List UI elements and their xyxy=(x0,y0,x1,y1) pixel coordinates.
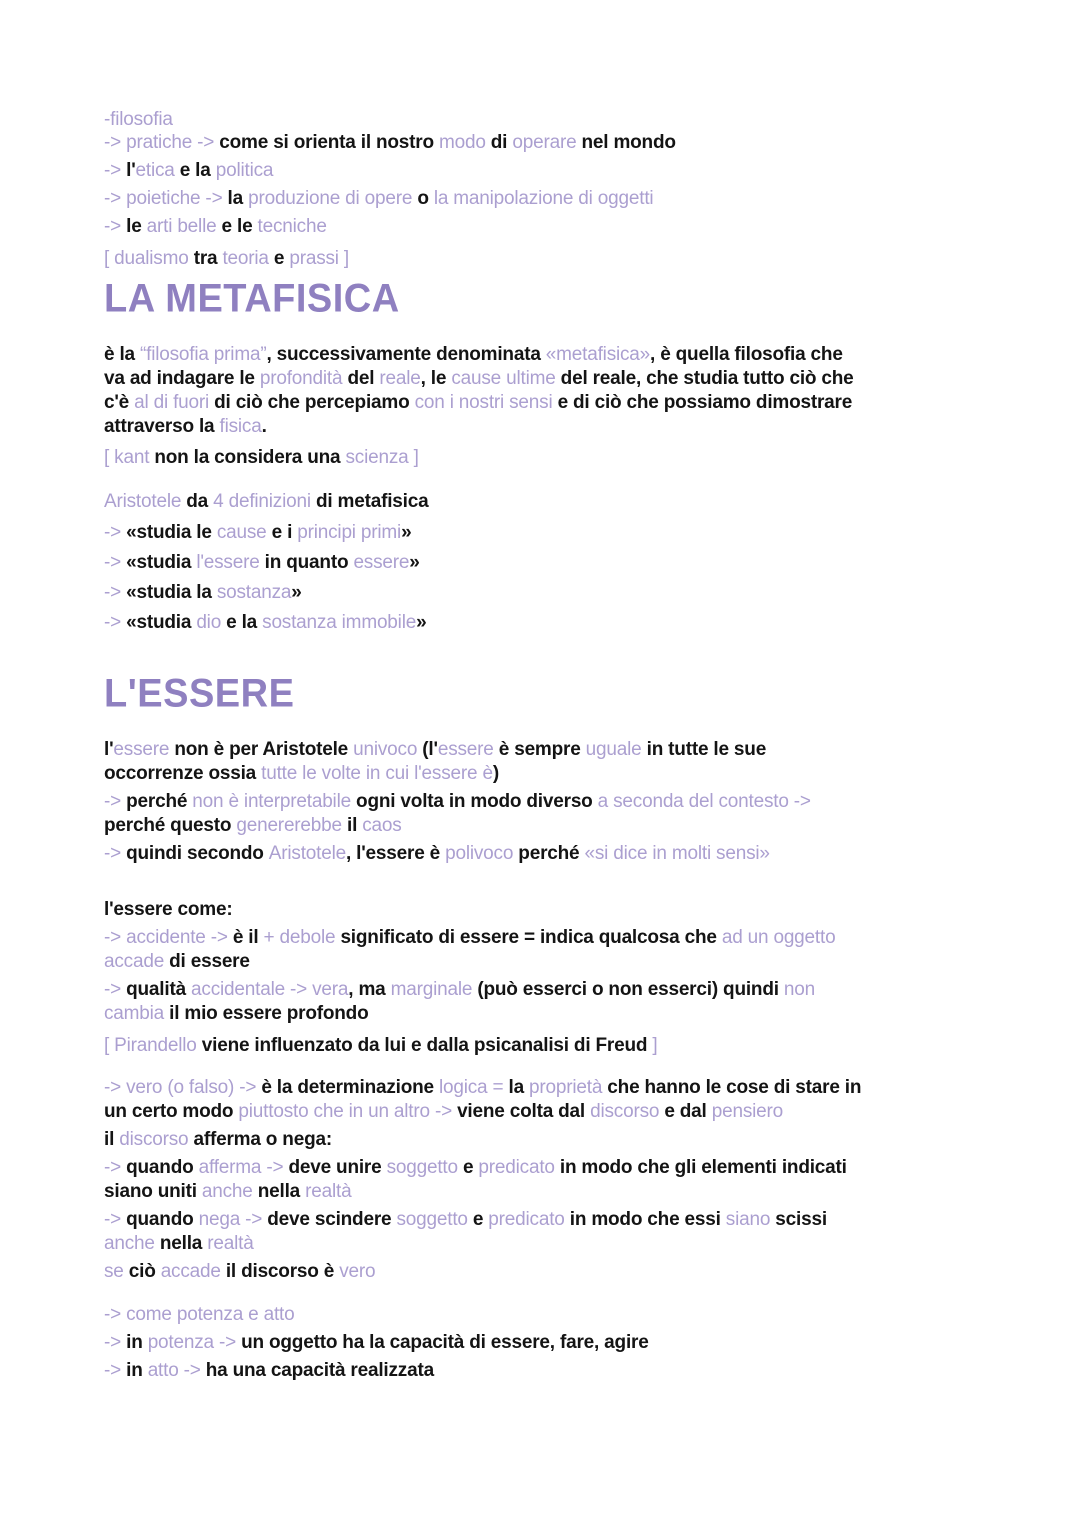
highlighted-text: accade xyxy=(160,1261,226,1282)
highlighted-text: pensiero xyxy=(711,1101,784,1122)
text: ogni volta in modo diverso xyxy=(356,791,598,812)
highlighted-text: operare xyxy=(512,132,582,153)
text: e xyxy=(273,248,290,269)
text: , ma xyxy=(348,979,391,1000)
note-line xyxy=(104,1208,827,1232)
highlighted-text: essere xyxy=(437,739,499,760)
highlighted-text: polivoco xyxy=(445,843,519,864)
note-line xyxy=(104,367,854,391)
note-line xyxy=(104,978,815,1002)
highlighted-text: fisica xyxy=(219,416,262,437)
note-line xyxy=(104,343,843,367)
text: e le xyxy=(221,216,258,237)
text: in tutte le sue xyxy=(646,739,767,760)
highlighted-text: -> xyxy=(104,1157,127,1178)
highlighted-text: «si dice in molti sensi» xyxy=(584,843,770,864)
text: non è per Aristotele xyxy=(174,739,354,760)
highlighted-text: produzione di opere xyxy=(248,188,418,209)
text: in modo che gli elementi indicati xyxy=(559,1157,847,1178)
highlighted-text: principi primi xyxy=(297,522,402,543)
text: afferma o nega: xyxy=(193,1129,332,1150)
highlighted-text: tecniche xyxy=(257,216,327,237)
text: la xyxy=(227,188,249,209)
text: viene influenzato da lui e dalla psicanalisi di Freud xyxy=(201,1035,653,1056)
highlighted-text: a seconda del contesto -> xyxy=(597,791,811,812)
note-line xyxy=(104,611,426,635)
highlighted-text: profondità xyxy=(259,368,348,389)
text: quindi secondo xyxy=(126,843,269,864)
text: ) xyxy=(492,763,499,784)
highlighted-text: anche xyxy=(201,1181,258,1202)
note-line xyxy=(104,1260,375,1284)
highlighted-text: soggetto xyxy=(396,1209,473,1230)
note-line xyxy=(104,159,273,183)
highlighted-text: -> poietiche -> xyxy=(104,188,228,209)
text: è la determinazione xyxy=(261,1077,439,1098)
text: e dal xyxy=(664,1101,712,1122)
note-line xyxy=(104,842,770,866)
highlighted-text: -> xyxy=(104,160,127,181)
highlighted-text: Aristotele xyxy=(104,491,187,512)
highlighted-text: tutte le volte in cui l'essere è xyxy=(261,763,493,784)
text: va ad indagare le xyxy=(104,368,260,389)
text: di ciò che percepiamo xyxy=(214,392,415,413)
note-line xyxy=(104,1034,657,1058)
highlighted-text: -> xyxy=(104,791,127,812)
highlighted-text: marginale xyxy=(390,979,478,1000)
highlighted-text: -> pratiche -> xyxy=(104,132,220,153)
heading-essere: L'ESSERE xyxy=(104,671,295,717)
highlighted-text: cause xyxy=(216,522,272,543)
text: perché xyxy=(126,791,193,812)
highlighted-text: proprietà xyxy=(529,1077,608,1098)
highlighted-text: -> xyxy=(104,552,127,573)
highlighted-text: soggetto xyxy=(386,1157,463,1178)
highlighted-text: ] xyxy=(652,1035,658,1056)
text: è il xyxy=(232,927,264,948)
text: è la xyxy=(104,344,140,365)
note-line xyxy=(104,814,402,838)
text: nella xyxy=(257,1181,306,1202)
text: deve unire xyxy=(288,1157,387,1178)
highlighted-text: l'essere xyxy=(196,552,265,573)
highlighted-text: sostanza xyxy=(216,582,292,603)
text: e i xyxy=(271,522,298,543)
text: siano uniti xyxy=(104,1181,202,1202)
text: attraverso la xyxy=(104,416,220,437)
highlighted-text: afferma -> xyxy=(198,1157,289,1178)
highlighted-text: siano xyxy=(725,1209,776,1230)
note-line xyxy=(104,1359,434,1383)
text: le xyxy=(126,216,147,237)
text: il mio essere profondo xyxy=(169,1003,369,1024)
text: un certo modo xyxy=(104,1101,239,1122)
highlighted-text: la manipolazione di oggetti xyxy=(433,188,654,209)
text: il xyxy=(346,815,363,836)
text: di xyxy=(490,132,513,153)
highlighted-text: teoria xyxy=(222,248,274,269)
text: viene colta dal xyxy=(457,1101,591,1122)
highlighted-text: al di fuori xyxy=(134,392,215,413)
note-line xyxy=(104,1180,351,1204)
highlighted-text: realtà xyxy=(207,1233,254,1254)
highlighted-text: -> xyxy=(104,582,127,603)
highlighted-text: non è interpretabile xyxy=(192,791,357,812)
text: e xyxy=(462,1157,479,1178)
note-line xyxy=(104,521,411,545)
highlighted-text: -> xyxy=(104,843,127,864)
text: l' xyxy=(126,160,136,181)
text: la xyxy=(508,1077,530,1098)
highlighted-text: uguale xyxy=(585,739,647,760)
highlighted-text: atto -> xyxy=(147,1360,206,1381)
note-line xyxy=(104,1331,649,1355)
highlighted-text: prassi ] xyxy=(289,248,349,269)
text: e la xyxy=(226,612,263,633)
highlighted-text: predicato xyxy=(488,1209,570,1230)
text: » xyxy=(416,612,427,633)
text: «studia xyxy=(126,612,197,633)
highlighted-text: etica xyxy=(135,160,180,181)
note-line xyxy=(104,790,811,814)
highlighted-text: se xyxy=(104,1261,129,1282)
highlighted-text: predicato xyxy=(478,1157,560,1178)
text: » xyxy=(291,582,302,603)
highlighted-text: -> accidente -> xyxy=(104,927,233,948)
text: come si orienta il nostro xyxy=(219,132,439,153)
note-line xyxy=(104,187,653,211)
note-line xyxy=(104,1232,254,1256)
text: perché questo xyxy=(104,815,237,836)
text: non la considera una xyxy=(154,447,346,468)
text: , è quella filosofia che xyxy=(650,344,843,365)
note-line xyxy=(104,1156,847,1180)
note-line xyxy=(104,247,349,271)
note-line xyxy=(104,1100,783,1124)
highlighted-text: discorso xyxy=(590,1101,665,1122)
text: nel mondo xyxy=(581,132,676,153)
text: significato di essere = indica qualcosa che xyxy=(340,927,722,948)
note-line xyxy=(104,950,250,974)
highlighted-text: essere xyxy=(113,739,175,760)
highlighted-text: realtà xyxy=(305,1181,352,1202)
text: in modo che essi xyxy=(569,1209,726,1230)
text: occorrenze ossia xyxy=(104,763,262,784)
highlighted-text: univoco xyxy=(353,739,423,760)
text: scissi xyxy=(775,1209,827,1230)
text: qualità xyxy=(126,979,192,1000)
note-line xyxy=(104,926,835,950)
highlighted-text: sostanza immobile xyxy=(262,612,417,633)
text: l'essere come: xyxy=(104,899,233,920)
text: e xyxy=(472,1209,489,1230)
text: , le xyxy=(420,368,452,389)
note-line xyxy=(104,391,852,415)
note-line xyxy=(104,1076,861,1100)
text: di metafisica xyxy=(315,491,429,512)
highlighted-text: vero xyxy=(339,1261,376,1282)
text: «studia la xyxy=(126,582,217,603)
highlighted-text: -> xyxy=(104,216,127,237)
text: (può esserci o non esserci) quindi xyxy=(477,979,784,1000)
text: . xyxy=(261,416,267,437)
highlighted-text: Aristotele xyxy=(268,843,346,864)
highlighted-text: piuttosto che in un altro -> xyxy=(238,1101,458,1122)
highlighted-text: -> xyxy=(104,612,127,633)
highlighted-text: cause ultime xyxy=(451,368,561,389)
highlighted-text: -> xyxy=(104,979,127,1000)
text: ha una capacità realizzata xyxy=(205,1360,434,1381)
text: in xyxy=(126,1360,148,1381)
heading-metafisica: LA METAFISICA xyxy=(104,276,400,322)
note-line xyxy=(104,490,428,514)
text: il xyxy=(104,1129,120,1150)
note-line xyxy=(104,215,327,239)
highlighted-text: -> xyxy=(104,1209,127,1230)
note-line xyxy=(104,1002,369,1026)
highlighted-text: cambia xyxy=(104,1003,170,1024)
text: quando xyxy=(126,1209,199,1230)
highlighted-text: -> xyxy=(104,1332,127,1353)
text: del xyxy=(347,368,380,389)
highlighted-text: non xyxy=(783,979,816,1000)
text: e la xyxy=(179,160,216,181)
highlighted-text: reale xyxy=(379,368,421,389)
highlighted-text: -> xyxy=(104,1360,127,1381)
text: in quanto xyxy=(264,552,354,573)
highlighted-text: -> come potenza e atto xyxy=(104,1304,295,1325)
text: da xyxy=(186,491,214,512)
highlighted-text: [ Pirandello xyxy=(104,1035,202,1056)
highlighted-text: accidentale -> vera xyxy=(191,979,349,1000)
highlighted-text: + debole xyxy=(263,927,341,948)
highlighted-text: discorso xyxy=(119,1129,194,1150)
highlighted-text: -filosofia xyxy=(104,109,173,130)
highlighted-text: dio xyxy=(196,612,227,633)
text: nella xyxy=(159,1233,208,1254)
text: l' xyxy=(104,739,114,760)
text: o xyxy=(417,188,434,209)
text: «studia le xyxy=(126,522,217,543)
highlighted-text: [ dualismo xyxy=(104,248,194,269)
text: perché xyxy=(518,843,585,864)
highlighted-text: logica = xyxy=(438,1077,509,1098)
note-line xyxy=(104,762,499,786)
note-line xyxy=(104,131,676,155)
highlighted-text: [ kant xyxy=(104,447,155,468)
text: deve scindere xyxy=(267,1209,397,1230)
text: » xyxy=(409,552,420,573)
text: c'è xyxy=(104,392,135,413)
highlighted-text: politica xyxy=(215,160,274,181)
note-line xyxy=(104,551,420,575)
highlighted-text: nega -> xyxy=(198,1209,268,1230)
text: un oggetto ha la capacità di essere, fare, agire xyxy=(241,1332,649,1353)
text: e di ciò che possiamo dimostrare xyxy=(557,392,853,413)
note-line xyxy=(104,446,419,470)
note-line xyxy=(104,108,173,132)
note-line xyxy=(104,738,766,762)
highlighted-text: scienza ] xyxy=(345,447,419,468)
text: del reale, che studia tutto ciò che xyxy=(560,368,854,389)
note-line xyxy=(104,581,302,605)
note-line xyxy=(104,415,267,439)
text: , successivamente denominata xyxy=(266,344,546,365)
note-line xyxy=(104,1128,332,1152)
note-line xyxy=(104,898,232,922)
text: ciò xyxy=(128,1261,161,1282)
highlighted-text: arti belle xyxy=(146,216,222,237)
note-line xyxy=(104,1303,294,1327)
text: di essere xyxy=(169,951,250,972)
text: è sempre xyxy=(498,739,586,760)
highlighted-text: ad un oggetto xyxy=(721,927,836,948)
text: , l'essere è xyxy=(345,843,446,864)
highlighted-text: -> vero (o falso) -> xyxy=(104,1077,262,1098)
highlighted-text: essere xyxy=(353,552,410,573)
highlighted-text: accade xyxy=(104,951,170,972)
highlighted-text: anche xyxy=(104,1233,160,1254)
text: quando xyxy=(126,1157,199,1178)
text: in xyxy=(126,1332,148,1353)
text: «studia xyxy=(126,552,197,573)
text: tra xyxy=(193,248,223,269)
highlighted-text: “filosofia prima” xyxy=(139,344,267,365)
text: » xyxy=(401,522,412,543)
highlighted-text: -> xyxy=(104,522,127,543)
highlighted-text: caos xyxy=(362,815,402,836)
text: (l' xyxy=(422,739,438,760)
highlighted-text: con i nostri sensi xyxy=(414,392,558,413)
text: che hanno le cose di stare in xyxy=(607,1077,862,1098)
highlighted-text: 4 definizioni xyxy=(213,491,316,512)
highlighted-text: potenza -> xyxy=(147,1332,242,1353)
text: il discorso è xyxy=(225,1261,340,1282)
highlighted-text: «metafisica» xyxy=(545,344,651,365)
highlighted-text: genererebbe xyxy=(236,815,347,836)
highlighted-text: modo xyxy=(438,132,491,153)
